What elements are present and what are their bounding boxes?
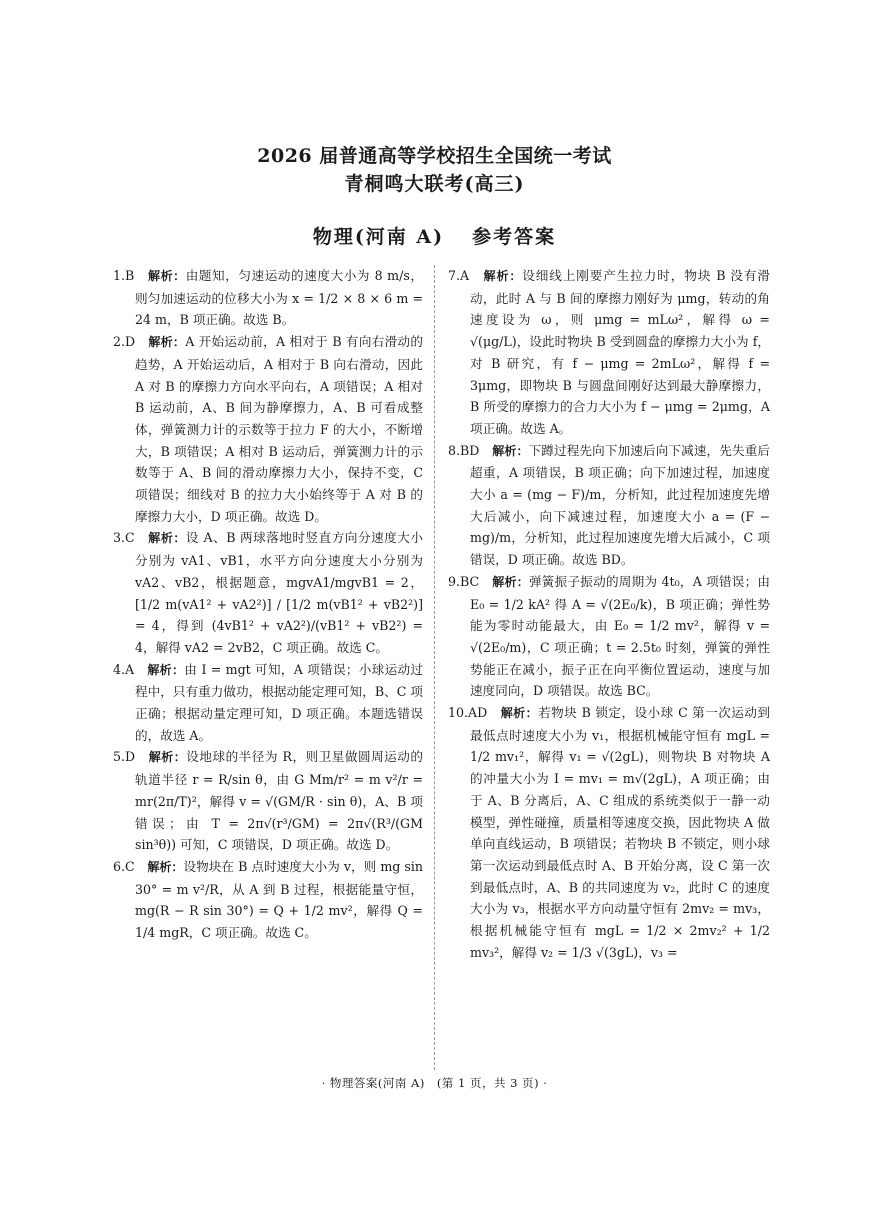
answer-item: 5.D 解析：设地球的半径为 R，则卫星做圆周运动的轨道半径 r = R/sin θ，由 G Mm/r² = m v²/r = mr(2π/T)²，解得 v = √(GM/R · sin θ)，A、B 项错误；由 T = 2π√(r³/GM) = 2π√(R³/(GM sin³θ)) 可知，C 项错误，D 项正确。故选 D。 [113,749,423,853]
answer-item: 4.A 解析：由 I = mgt 可知，A 项错误；小球运动过程中，只有重力做功，根据动能定理可知，B、C 项正确；根据动量定理可知，D 项正确。本题选错误的，故选 A。 [113,661,423,743]
answer-item: 3.C 解析：设 A、B 两球落地时竖直方向分速度大小分别为 vA1、vB1，水平方向分速度大小分别为 vA2、vB2，根据题意，mgvA1/mgvB1 = 2，[1/2 m(vA1² + vA2²)] / [1/2 m(vB1² + vB2²)] = 4，得到 (4vB1² + vA2²)/(vB1² + vB2²) = 4，解得 vA2 = 2vB2，C 项正确。故选 C。 [113,530,424,655]
page-footer: · 物理答案(河南 A) (第 1 页，共 3 页) · [321,1076,548,1090]
answer-item: 7.A 解析：设细线上刚要产生拉力时，物块 B 没有滑动，此时 A 与 B 间的摩擦力刚好为 μmg，转动的角速度设为 ω，则 μmg = mLω²，解得 ω = √(μg/L)，设此时物块 B 受到圆盘的摩擦力大小为 f，对 B 研究，有 f − μmg = 2mLω²，解得 f = 3μmg，即物块 B 与圆盘间刚好达到最大静摩擦力，B 所受的摩擦力的合力大小为 f − μmg = 2μmg，A 项正确。故选 A。 [448,268,770,436]
answer-item: 6.C 解析：设物块在 B 点时速度大小为 v，则 mg sin 30° = m v²/R，从 A 到 B 过程，根据能量守恒，mg(R − R sin 30°) = Q + 1/2 mv²，解得 Q = 1/4 mgR，C 项正确。故选 C。 [113,858,423,941]
subject-heading [0,222,869,249]
answer-key-label: 参考答案 [472,226,557,248]
column-divider [434,265,435,1070]
subject-name: 物理(河南 A) [312,226,445,248]
answer-item: 2.D 解析：A 开始运动前，A 相对于 B 有向右滑动的趋势，A 开始运动后，A 相对于 B 向右滑动，因此 A 对 B 的摩擦力方向水平向右，A 项错误；A 相对 B 运动前，A、B 间为静摩擦力，A、B 可看成整体，弹簧测力计的示数等于拉力 F 的大小，不断增大，B 项错误；A 相对 B 运动后，弹簧测力计的示数等于 A、B 间的滑动摩擦力大小，保持不变，C 项错误；细线对 B 的拉力大小始终等于 A 对 B 的摩擦力大小，D 项正确。故选 D。 [113,334,423,524]
answer-item: 1.B 解析：由题知，匀速运动的速度大小为 8 m/s，则匀加速运动的位移大小为 x = 1/2 × 8 × 6 m = 24 m，B 项正确。故选 B。 [113,268,423,328]
exam-header [0,142,869,198]
exam-series: 青桐鸣大联考(高三) [344,173,525,195]
answer-item: 8.BD 解析：下蹲过程先向下加速后向下减速，先失重后超重，A 项错误，B 项正确；向下加速过程，加速度大小 a = (mg − F)/m，分析知，此过程加速度先增大后减小，向下减速过程，加速度大小 a = (F − mg)/m，分析知，此过程加速度先增大后减小，C 项错误，D 项正确。故选 BD。 [448,442,770,568]
exam-title: 2026 届普通高等学校招生全国统一考试 [257,145,612,167]
right-column [448,265,770,964]
answer-item: 9.BC 解析：弹簧振子振动的周期为 4t₀，A 项错误；由 E₀ = 1/2 kA² 得 A = √(2E₀/k)，B 项正确；弹性势能为零时动能最大，由 E₀ = 1/2 mv²，解得 v = √(2E₀/m)，C 项正确；t = 2.5t₀ 时刻，弹簧的弹性势能正在减小，振子正在向平衡位置运动，速度与加速度同向，D 项错误。故选 BC。 [448,573,770,699]
answer-item: 10.AD 解析：若物块 B 锁定，设小球 C 第一次运动到最低点时速度大小为 v₁，根据机械能守恒有 mgL = 1/2 mv₁²，解得 v₁ = √(2gL)，则物块 B 对物块 A 的冲量大小为 I = mv₁ = m√(2gL)，A 项正确；由于 A、B 分离后，A、C 组成的系统类似于一静一动模型，弹性碰撞，质量相等速度交换，因此物块 A 做单向直线运动，B 项错误；若物块 B 不锁定，则小球第一次运动到最低点时 A、B 开始分离，设 C 第一次到最低点时，A、B 的共同速度为 v₂，此时 C 的速度大小为 v₃，根据水平方向动量守恒有 2mv₂ = mv₃，根据机械能守恒有 mgL = 1/2 × 2mv₂² + 1/2 mv₃²，解得 v₂ = 1/3 √(3gL)，v₃ = [448,705,770,960]
left-column [113,265,423,944]
